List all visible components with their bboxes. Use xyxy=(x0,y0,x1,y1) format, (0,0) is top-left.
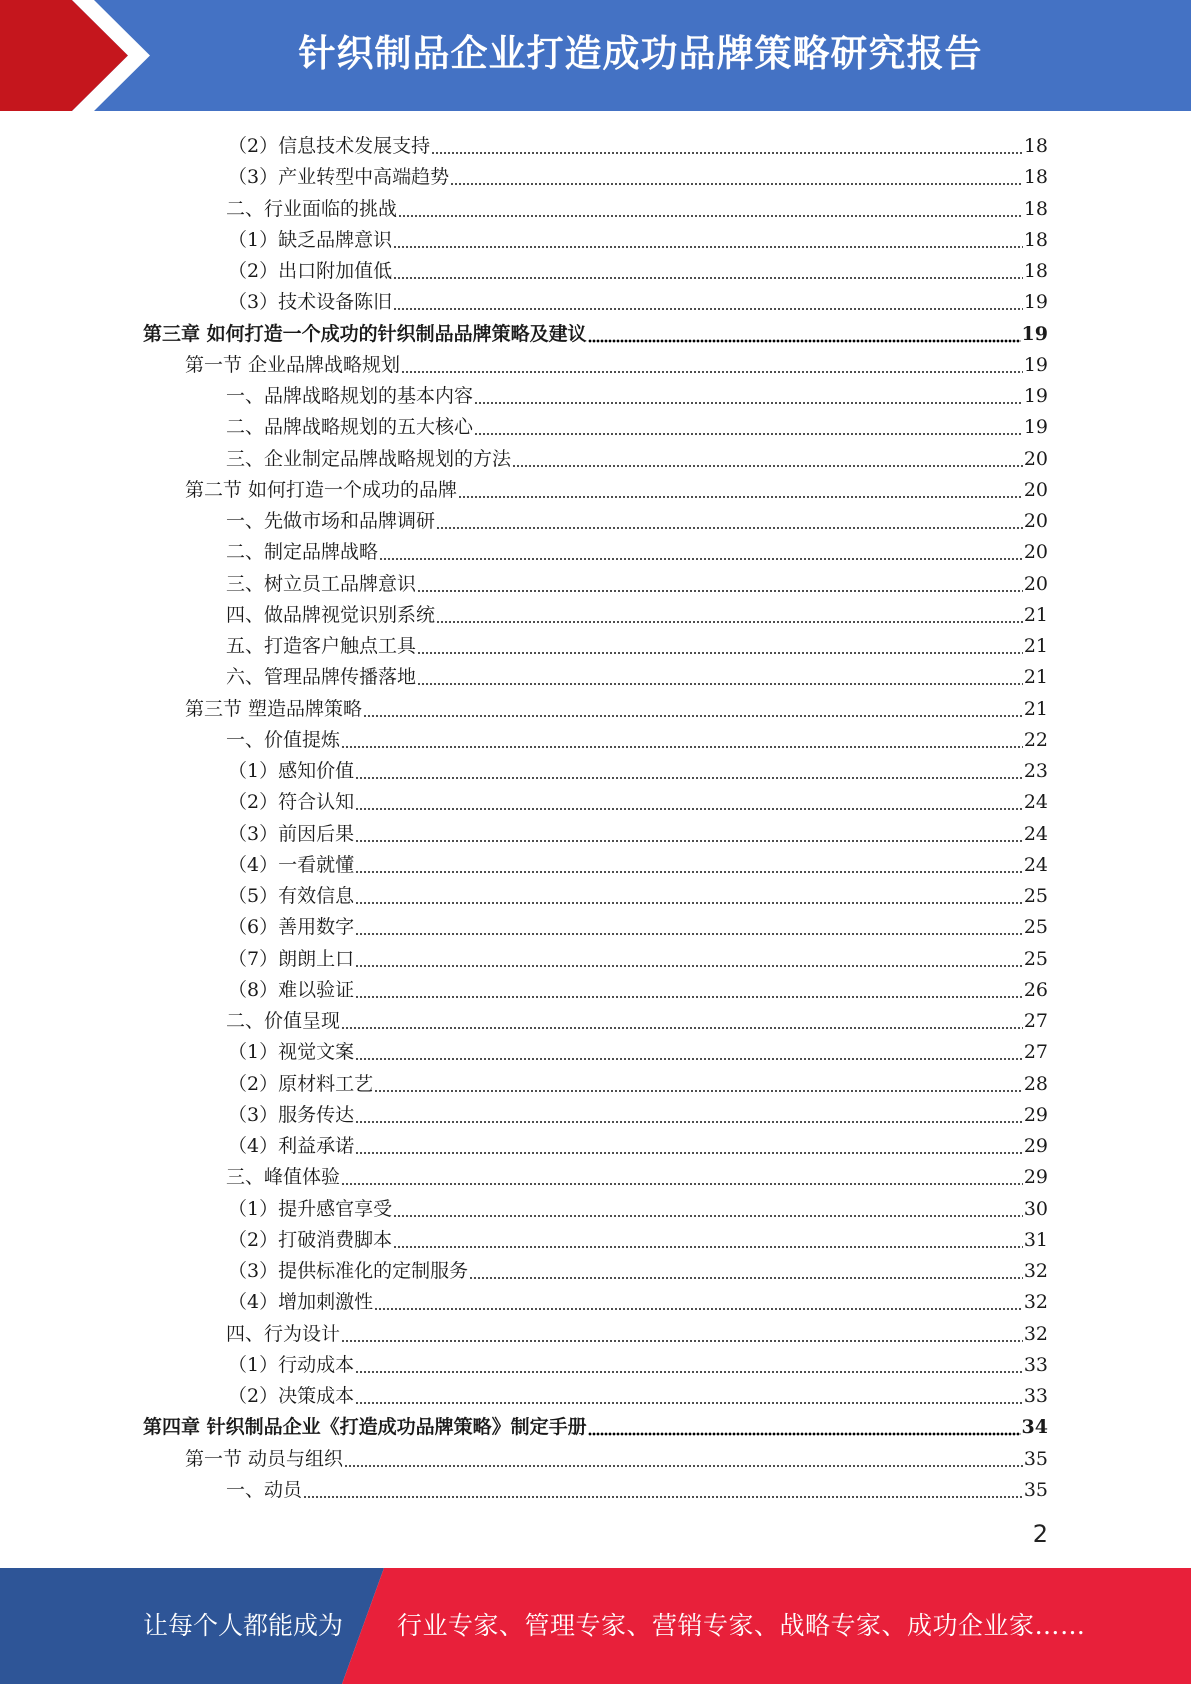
toc-entry-page: 28 xyxy=(1023,1072,1048,1095)
toc-leader-dots xyxy=(588,322,1021,346)
toc-entry-title: （1）感知价值 xyxy=(228,760,355,782)
toc-leader-dots xyxy=(355,853,1023,877)
toc-leader-dots xyxy=(393,228,1023,252)
toc-entry-title: （1）行动成本 xyxy=(228,1353,355,1376)
toc-entry[interactable] xyxy=(228,783,1048,814)
toc-entry-title: （2）决策成本 xyxy=(228,1385,355,1407)
toc-entry[interactable] xyxy=(226,721,1048,752)
toc-entry[interactable] xyxy=(226,627,1048,658)
toc-entry[interactable] xyxy=(185,471,1048,502)
toc-leader-dots xyxy=(355,947,1023,971)
toc-entry-page: 20 xyxy=(1023,478,1048,501)
toc-entry[interactable] xyxy=(228,1377,1048,1408)
toc-entry-title: （2）符合认知 xyxy=(228,791,355,814)
footer-slogan-left: 让每个人都能成为 xyxy=(143,1611,344,1640)
toc-entry-title: 二、品牌战略规划的五大核心 xyxy=(226,416,474,439)
toc-entry-page: 21 xyxy=(1023,603,1048,626)
toc-entry-page: 22 xyxy=(1023,728,1048,751)
toc-entry-page: 19 xyxy=(1023,291,1048,314)
toc-entry[interactable] xyxy=(228,252,1048,283)
toc-entry-page: 26 xyxy=(1023,978,1048,1001)
toc-entry[interactable] xyxy=(226,1158,1048,1189)
toc-leader-dots xyxy=(355,1040,1023,1064)
toc-leader-dots xyxy=(363,697,1023,721)
toc-entry-title: 第四章 针织制品企业《打造成功品牌策略》制定手册 xyxy=(143,1416,587,1439)
toc-leader-dots xyxy=(341,728,1023,752)
toc-entry-page: 30 xyxy=(1023,1197,1048,1220)
toc-entry[interactable] xyxy=(185,1440,1048,1471)
toc-leader-dots xyxy=(374,1290,1023,1314)
toc-entry-page: 19 xyxy=(1023,416,1048,439)
toc-leader-dots xyxy=(469,1259,1023,1283)
toc-leader-dots xyxy=(417,634,1023,658)
toc-entry-page: 25 xyxy=(1023,916,1048,939)
toc-entry[interactable] xyxy=(228,1127,1048,1158)
toc-entry[interactable] xyxy=(228,971,1048,1002)
toc-entry-title: 一、价值提炼 xyxy=(226,728,341,751)
toc-entry[interactable] xyxy=(226,502,1048,533)
toc-entry[interactable] xyxy=(226,408,1048,439)
toc-leader-dots xyxy=(303,1478,1023,1502)
toc-entry-title: （6）善用数字 xyxy=(228,916,355,939)
toc-entry-page: 25 xyxy=(1023,885,1048,907)
toc-entry-page: 25 xyxy=(1023,947,1048,970)
toc-entry-title: 第一节 动员与组织 xyxy=(185,1447,344,1470)
toc-entry-title: （3）提供标准化的定制服务 xyxy=(228,1260,469,1282)
toc-entry-title: 一、品牌战略规划的基本内容 xyxy=(226,385,474,407)
toc-entry[interactable] xyxy=(228,877,1048,908)
toc-entry-page: 34 xyxy=(1021,1416,1048,1439)
toc-entry[interactable] xyxy=(228,752,1048,783)
toc-leader-dots xyxy=(474,415,1023,439)
toc-entry-title: （4）利益承诺 xyxy=(228,1135,355,1157)
toc-entry[interactable] xyxy=(228,1283,1048,1314)
toc-leader-dots xyxy=(450,165,1023,189)
toc-leader-dots xyxy=(374,1072,1023,1096)
toc-entry-page: 35 xyxy=(1023,1447,1048,1470)
toc-entry-title: （3）技术设备陈旧 xyxy=(228,291,393,314)
toc-entry[interactable] xyxy=(228,221,1048,252)
toc-leader-dots xyxy=(588,1415,1021,1439)
toc-entry-page: 19 xyxy=(1021,322,1048,345)
toc-entry-page: 21 xyxy=(1023,635,1048,657)
toc-leader-dots xyxy=(436,603,1023,627)
toc-entry-title: 三、峰值体验 xyxy=(226,1166,341,1189)
toc-entry[interactable] xyxy=(228,1190,1048,1221)
toc-entry-title: （2）打破消费脚本 xyxy=(228,1228,393,1251)
toc-entry[interactable] xyxy=(228,1065,1048,1096)
toc-leader-dots xyxy=(355,1103,1023,1127)
toc-leader-dots xyxy=(341,1322,1023,1346)
toc-entry-title: 三、树立员工品牌意识 xyxy=(226,572,417,595)
toc-entry-page: 18 xyxy=(1023,260,1048,282)
toc-leader-dots xyxy=(431,134,1023,158)
toc-leader-dots xyxy=(355,915,1023,939)
toc-entry[interactable] xyxy=(226,565,1048,596)
toc-entry-title: 一、动员 xyxy=(226,1478,303,1501)
toc-entry-title: 二、制定品牌战略 xyxy=(226,541,379,564)
toc-entry-page: 20 xyxy=(1023,447,1048,470)
toc-entry[interactable] xyxy=(143,1408,1048,1439)
toc-entry[interactable] xyxy=(185,346,1048,377)
toc-entry-page: 33 xyxy=(1023,1353,1048,1376)
toc-entry[interactable] xyxy=(226,190,1048,221)
toc-entry-title: 二、价值呈现 xyxy=(226,1010,341,1032)
toc-entry[interactable] xyxy=(228,1096,1048,1127)
footer-slogan-right: 行业专家、管理专家、营销专家、战略专家、成功企业家…… xyxy=(397,1611,1086,1640)
toc-entry-page: 24 xyxy=(1023,791,1048,814)
toc-entry[interactable] xyxy=(226,1471,1048,1502)
toc-leader-dots xyxy=(401,353,1023,377)
toc-entry-title: 第三章 如何打造一个成功的针织制品品牌策略及建议 xyxy=(143,322,587,345)
toc-leader-dots xyxy=(355,978,1023,1002)
toc-entry-title: （4）一看就懂 xyxy=(228,853,355,876)
toc-entry-title: （3）前因后果 xyxy=(228,822,355,845)
toc-entry-page: 29 xyxy=(1023,1166,1048,1189)
toc-entry-title: 第三节 塑造品牌策略 xyxy=(185,697,363,720)
toc-leader-dots xyxy=(341,1009,1023,1033)
toc-entry[interactable] xyxy=(228,1221,1048,1252)
toc-entry[interactable] xyxy=(228,1033,1048,1064)
toc-entry-title: （7）朗朗上口 xyxy=(228,947,355,970)
toc-entry[interactable] xyxy=(228,846,1048,877)
toc-entry-title: 第一节 企业品牌战略规划 xyxy=(185,353,401,376)
toc-leader-dots xyxy=(355,822,1023,846)
toc-entry[interactable] xyxy=(228,815,1048,846)
toc-leader-dots xyxy=(355,1134,1023,1158)
page-number: 2 xyxy=(1032,1520,1048,1548)
toc-entry[interactable] xyxy=(228,283,1048,314)
toc-entry-page: 19 xyxy=(1023,353,1048,376)
toc-entry-page: 32 xyxy=(1023,1260,1048,1282)
toc-entry[interactable] xyxy=(185,690,1048,721)
toc-entry-title: 第二节 如何打造一个成功的品牌 xyxy=(185,478,458,501)
toc-entry-page: 18 xyxy=(1023,135,1048,157)
toc-leader-dots xyxy=(355,884,1023,908)
toc-entry-title: 五、打造客户触点工具 xyxy=(226,635,417,657)
toc-entry-title: （2）信息技术发展支持 xyxy=(228,135,431,157)
toc-entry-page: 29 xyxy=(1023,1103,1048,1126)
toc-entry-page: 19 xyxy=(1023,385,1048,407)
toc-leader-dots xyxy=(355,1384,1023,1408)
toc-leader-dots xyxy=(344,1447,1023,1471)
toc-entry-title: （3）产业转型中高端趋势 xyxy=(228,166,450,189)
toc-entry[interactable] xyxy=(226,658,1048,689)
toc-entry-page: 32 xyxy=(1023,1322,1048,1345)
toc-leader-dots xyxy=(393,1228,1023,1252)
toc-entry-page: 32 xyxy=(1023,1291,1048,1314)
toc-entry-page: 27 xyxy=(1023,1041,1048,1064)
toc-entry-title: （2）出口附加值低 xyxy=(228,260,393,282)
toc-entry[interactable] xyxy=(228,1252,1048,1283)
toc-leader-dots xyxy=(341,1165,1023,1189)
toc-leader-dots xyxy=(379,540,1023,564)
toc-entry-title: （1）缺乏品牌意识 xyxy=(228,228,393,251)
toc-entry-title: 四、行为设计 xyxy=(226,1322,341,1345)
toc-entry-page: 20 xyxy=(1023,541,1048,564)
page-title: 针织制品企业打造成功品牌策略研究报告 xyxy=(298,32,983,75)
toc-leader-dots xyxy=(355,1353,1023,1377)
toc-entry[interactable] xyxy=(228,158,1048,189)
page-footer xyxy=(0,1568,1191,1684)
toc-leader-dots xyxy=(393,1197,1023,1221)
toc-entry-page: 21 xyxy=(1023,666,1048,689)
toc-entry-page: 23 xyxy=(1023,760,1048,782)
toc-entry-page: 24 xyxy=(1023,853,1048,876)
toc-entry[interactable] xyxy=(226,1002,1048,1033)
toc-entry-title: 一、先做市场和品牌调研 xyxy=(226,510,436,532)
toc-leader-dots xyxy=(393,290,1023,314)
toc-leader-dots xyxy=(458,478,1023,502)
toc-entry-title: （2）原材料工艺 xyxy=(228,1072,374,1095)
toc-leader-dots xyxy=(474,384,1023,408)
toc-entry-page: 29 xyxy=(1023,1135,1048,1157)
toc-entry-page: 20 xyxy=(1023,510,1048,532)
toc-entry-title: （1）提升感官享受 xyxy=(228,1197,393,1220)
toc-leader-dots xyxy=(512,447,1023,471)
toc-entry-title: （1）视觉文案 xyxy=(228,1041,355,1064)
toc-entry-title: 六、管理品牌传播落地 xyxy=(226,666,417,689)
toc-entry-page: 33 xyxy=(1023,1385,1048,1407)
toc-leader-dots xyxy=(355,790,1023,814)
toc-entry-title: （5）有效信息 xyxy=(228,885,355,907)
toc-entry-title: （8）难以验证 xyxy=(228,978,355,1001)
toc-entry[interactable] xyxy=(226,1315,1048,1346)
toc-leader-dots xyxy=(436,509,1023,533)
toc-entry-title: （4）增加刺激性 xyxy=(228,1291,374,1314)
toc-entry[interactable] xyxy=(226,533,1048,564)
toc-entry[interactable] xyxy=(226,440,1048,471)
toc-entry[interactable] xyxy=(226,596,1048,627)
toc-entry[interactable] xyxy=(226,377,1048,408)
toc-entry-title: 二、行业面临的挑战 xyxy=(226,197,398,220)
toc-entry-page: 24 xyxy=(1023,822,1048,845)
toc-entry[interactable] xyxy=(143,315,1048,346)
toc-leader-dots xyxy=(398,197,1023,221)
toc-entry-title: 四、做品牌视觉识别系统 xyxy=(226,603,436,626)
page-header xyxy=(0,0,1191,111)
toc-entry-title: （3）服务传达 xyxy=(228,1103,355,1126)
toc-entry-page: 31 xyxy=(1023,1228,1048,1251)
toc-entry-page: 21 xyxy=(1023,697,1048,720)
toc-entry-page: 18 xyxy=(1023,166,1048,189)
toc-entry-page: 27 xyxy=(1023,1010,1048,1032)
toc-entry[interactable] xyxy=(228,940,1048,971)
toc-leader-dots xyxy=(393,259,1023,283)
toc-leader-dots xyxy=(417,572,1023,596)
toc-entry-page: 18 xyxy=(1023,197,1048,220)
toc-entry[interactable] xyxy=(228,127,1048,158)
toc-entry-page: 20 xyxy=(1023,572,1048,595)
toc-entry-title: 三、企业制定品牌战略规划的方法 xyxy=(226,447,512,470)
header-chevron-icon xyxy=(0,0,160,111)
toc-entry-page: 18 xyxy=(1023,228,1048,251)
toc-entry-page: 35 xyxy=(1023,1478,1048,1501)
toc-entry[interactable] xyxy=(228,908,1048,939)
toc-leader-dots xyxy=(355,759,1023,783)
toc-entry[interactable] xyxy=(228,1346,1048,1377)
toc-leader-dots xyxy=(417,665,1023,689)
